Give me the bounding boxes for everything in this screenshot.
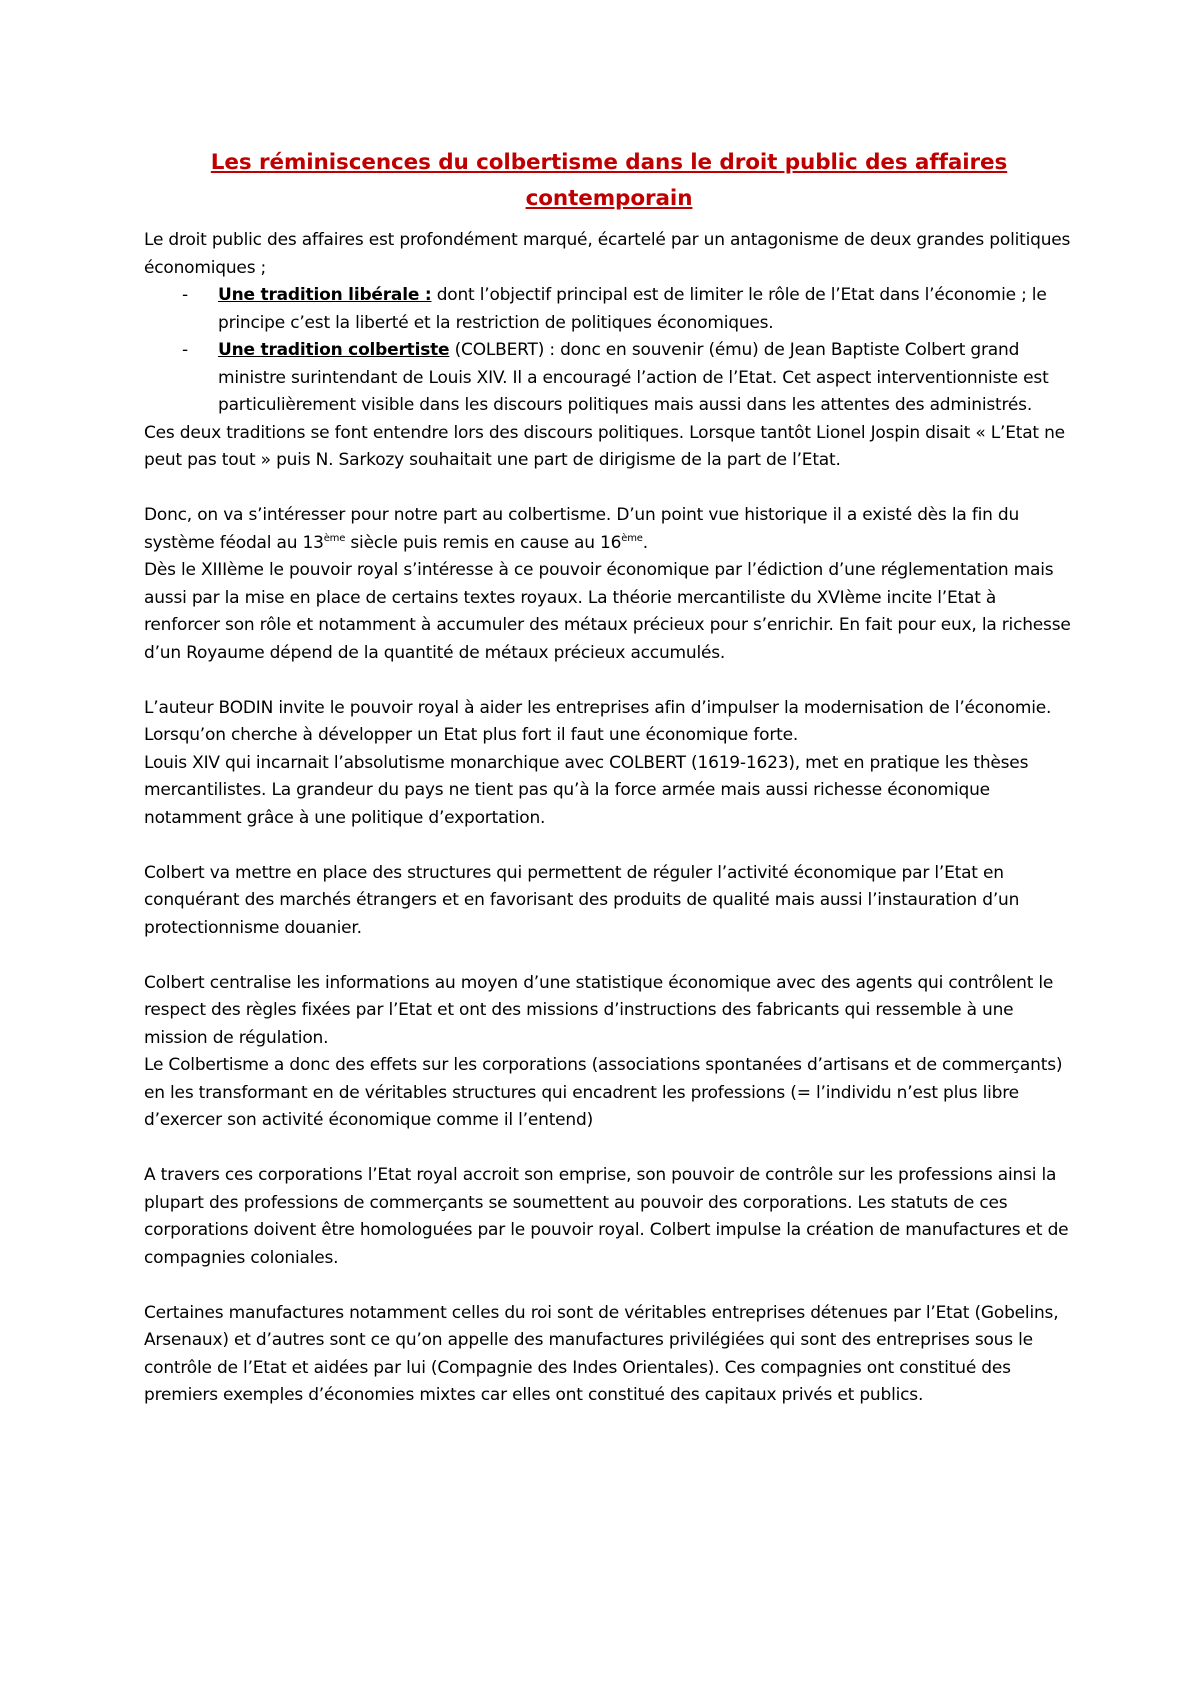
tradition-text: dont l’objectif principal est de limiter le rôle de l’Etat dans l’économie ; le principe c’est la liberté et la restriction de politiques économiques. bbox=[218, 285, 1047, 333]
page-title: Les réminiscences du colbertisme dans le droit public des affaires contemporain bbox=[210, 150, 1008, 211]
paragraph-statistique: Colbert centralise les informations au moyen d’une statistique économique avec des agents qui contrôlent le respect des règles fixées par l’Etat et ont des missions d’instructions des fabricants qui ressemble à une mission de régulation. bbox=[144, 972, 1054, 1048]
blank-line bbox=[144, 475, 1074, 503]
paragraph-louis-xiv: Louis XIV qui incarnait l’absolutisme monarchique avec COLBERT (1619-1623), met en pratique les thèses mercantilistes. La grandeur du pays ne tient pas qu’à la force armée mais aussi richesse économique notamment grâce à une politique d’exportation. bbox=[144, 752, 1029, 828]
superscript: ème bbox=[323, 532, 346, 544]
list-item-liberal bbox=[144, 282, 1074, 337]
paragraph-bodin: L’auteur BODIN invite le pouvoir royal à aider les entreprises afin d’impulser la modernisation de l’économie. Lorsqu’on cherche à développer un Etat plus fort il faut une économique forte. bbox=[144, 697, 1052, 745]
paragraph-historique bbox=[144, 502, 1074, 557]
dash-bullet: - bbox=[182, 340, 188, 360]
dash-bullet: - bbox=[182, 285, 188, 305]
tradition-text: (COLBERT) : donc en souvenir (ému) de Jean Baptiste Colbert grand ministre surintendant de Louis XIV. Il a encouragé l’action de l’Etat. Cet aspect interventionniste est particulièrement visible dans les discours politiques mais aussi dans les attentes des administrés. bbox=[218, 340, 1049, 415]
blank-line bbox=[144, 1272, 1074, 1300]
text-run: siècle puis remis en cause au 16 bbox=[345, 532, 622, 553]
superscript: ème bbox=[621, 532, 643, 544]
blank-line bbox=[144, 942, 1074, 970]
text-run: . bbox=[642, 532, 648, 553]
tradition-label: Une tradition libérale : bbox=[218, 285, 432, 305]
tradition-label: Une tradition colbertiste bbox=[218, 340, 450, 360]
intro-paragraph: Le droit public des affaires est profondément marqué, écartelé par un antagonisme de deux grandes politiques économiques ; bbox=[144, 230, 1071, 278]
blank-line bbox=[144, 832, 1074, 860]
list-item-colbertiste bbox=[144, 337, 1074, 420]
paragraph-corporations: Le Colbertisme a donc des effets sur les corporations (associations spontanées d’artisans et de commerçants) en les transformant en de véritables structures qui encadrent les professions (= l’individu n’est plus libre d’exercer son activité économique comme il l’entend) bbox=[144, 1055, 1063, 1130]
blank-line bbox=[144, 1135, 1074, 1163]
paragraph-structures: Colbert va mettre en place des structures qui permettent de réguler l’activité économique par l’Etat en conquérant des marchés étrangers et en favorisant des produits de qualité mais aussi l’instauration d’un protectionnisme douanier. bbox=[144, 862, 1020, 938]
text-run: Donc, on va s’intéresser pour notre part au colbertisme. D’un point vue historique il a existé dès la fin du système féodal au 13 bbox=[144, 505, 1020, 553]
paragraph-discours: Ces deux traditions se font entendre lors des discours politiques. Lorsque tantôt Lionel Jospin disait « L’Etat ne peut pas tout » puis N. Sarkozy souhaitait une part de dirigisme de la part de l’Etat. bbox=[144, 422, 1065, 470]
blank-line bbox=[144, 667, 1074, 695]
paragraph-manufactures: Certaines manufactures notamment celles du roi sont de véritables entreprises détenues par l’Etat (Gobelins, Arsenaux) et d’autres sont ce qu’on appelle des manufactures privilégiées qui sont des entreprises sous le contrôle de l’Etat et aidées par lui (Compagnie des Indes Orientales). Ces compagnies ont constitué des premiers exemples d’économies mixtes car elles ont constitué des capitaux privés et publics. bbox=[144, 1302, 1059, 1405]
paragraph-mercantiliste: Dès le XIIIème le pouvoir royal s’intéresse à ce pouvoir économique par l’édiction d’une réglementation mais aussi par la mise en place de certains textes royaux. La théorie mercantiliste du XVIème incite l’Etat à renforcer son rôle et notamment à accumuler des métaux précieux pour s’enrichir. En fait pour eux, la richesse d’un Royaume dépend de la quantité de métaux précieux accumulés. bbox=[144, 560, 1071, 663]
traditions-list bbox=[144, 282, 1074, 420]
paragraph-emprise: A travers ces corporations l’Etat royal accroit son emprise, son pouvoir de contrôle sur les professions ainsi la plupart des professions de commerçants se soumettent au pouvoir des corporations. Les statuts de ces corporations doivent être homologuées par le pouvoir royal. Colbert impulse la création de manufactures et de compagnies coloniales. bbox=[144, 1165, 1069, 1268]
document-body bbox=[144, 145, 1074, 1410]
